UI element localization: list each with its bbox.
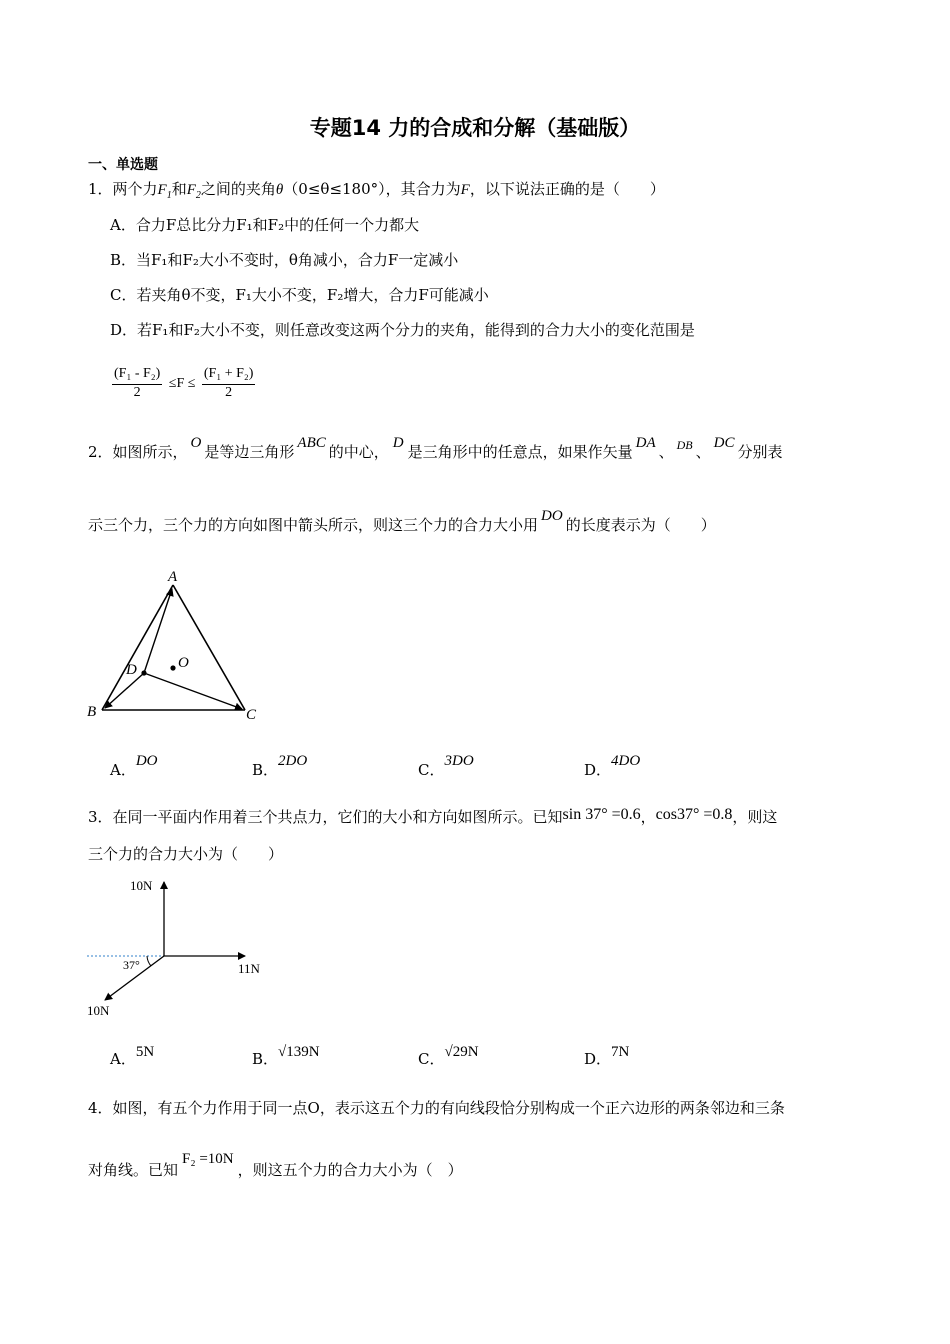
q1-option-a[interactable]: A．合力F总比分力F₁和F₂中的任何一个力都大 bbox=[110, 216, 420, 234]
q2-triangle-figure bbox=[80, 565, 270, 730]
label-b: B bbox=[87, 704, 97, 720]
point-d bbox=[141, 670, 146, 675]
label-o: O bbox=[178, 655, 189, 671]
q4-stem-line1: 4．如图，有五个力作用于同一点O，表示这五个力的有向线段恰分别构成一个正六边形的两条邻边和三条 bbox=[88, 1099, 785, 1117]
q3-option-a[interactable]: A．5N bbox=[110, 1044, 155, 1068]
vector-da bbox=[144, 589, 172, 673]
label-right-force: 11N bbox=[238, 961, 260, 976]
triangle-side-ac bbox=[173, 585, 245, 710]
label-down-force: 10N bbox=[87, 1003, 110, 1018]
vector-db bbox=[105, 673, 144, 708]
q2-option-c[interactable]: C．3DO bbox=[418, 753, 474, 779]
q1-formula: $\frac{\text{(F₁ - F₂)}}{2}$ ≤F ≤ $\frac{\text{(F₁ + F₂)}}{2}$ bbox=[114, 366, 254, 400]
label-d: D bbox=[126, 662, 137, 678]
section-heading: 一、单选题 bbox=[88, 157, 158, 173]
q2-stem-line1: 2．如图所示， O 是等边三角形 ABC 的中心， D 是三角形中的任意点，如果作矢量 DA 、 $^{DB}$ 、 DC 分别表 bbox=[88, 435, 783, 461]
q4-stem-line2: 对角线。已知F₂ =10N，则这五个力的合力大小为（ ） bbox=[88, 1151, 463, 1179]
page-title: 专题14 力的合成和分解（基础版） bbox=[309, 116, 641, 140]
q2-option-a[interactable]: A．DO bbox=[110, 753, 158, 779]
label-angle: 37° bbox=[123, 958, 140, 972]
triangle-side-ab bbox=[102, 585, 173, 710]
point-o bbox=[170, 665, 175, 670]
label-a: A bbox=[168, 569, 178, 585]
q3-force-figure bbox=[85, 872, 275, 1022]
q2-option-b[interactable]: B．2DO bbox=[252, 753, 308, 779]
angle-arc bbox=[147, 956, 151, 966]
q2-option-d[interactable]: D．4DO bbox=[584, 753, 641, 779]
label-c: C bbox=[246, 707, 257, 723]
q1-stem: 1．两个力$F_1$和$F_2$之间的夹角θ（0≤θ≤180°），其合力为F，以下说法正确的是（ ） bbox=[88, 180, 665, 201]
label-up-force: 10N bbox=[130, 878, 153, 893]
q1-option-c[interactable]: C．若夹角θ不变，F₁大小不变，F₂增大，合力F可能减小 bbox=[110, 286, 489, 304]
q3-option-d[interactable]: D．7N bbox=[584, 1044, 630, 1068]
q3-option-c[interactable]: C．√29N bbox=[418, 1044, 479, 1068]
q2-stem-line2: 示三个力，三个力的方向如图中箭头所示，则这三个力的合力大小用 DO 的长度表示为（ ） bbox=[88, 508, 716, 534]
q1-option-b[interactable]: B．当F₁和F₂大小不变时，θ角减小，合力F一定减小 bbox=[110, 251, 459, 269]
q3-stem-line2: 三个力的合力大小为（ ） bbox=[88, 845, 284, 863]
q3-stem-line1: 3．在同一平面内作用着三个共点力，它们的大小和方向如图所示。已知sin 37° =0.6，cos37° =0.8，则这 bbox=[88, 806, 778, 826]
q1-option-d[interactable]: D．若F₁和F₂大小不变，则任意改变这两个分力的夹角，能得到的合力大小的变化范围是 bbox=[110, 321, 695, 339]
q3-option-b[interactable]: B．√139N bbox=[252, 1044, 320, 1068]
